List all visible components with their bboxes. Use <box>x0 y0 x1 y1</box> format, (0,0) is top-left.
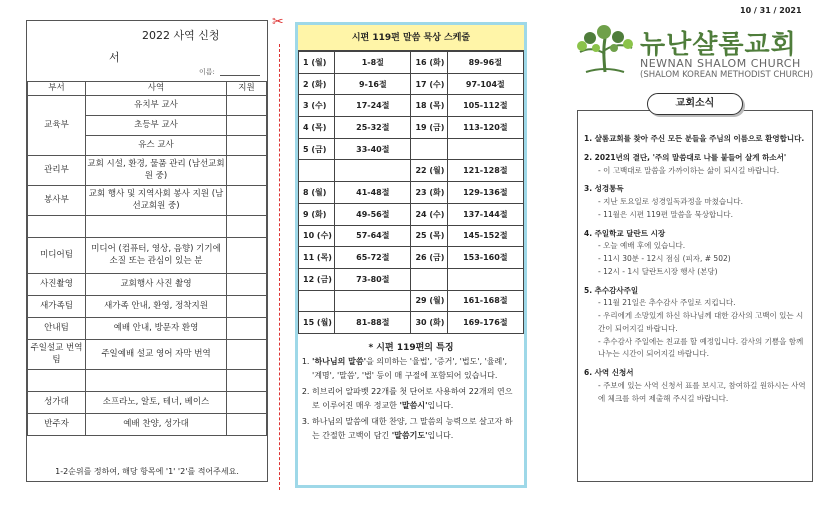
church-name-english-sub: (SHALOM KOREAN METHODIST CHURCH) <box>640 70 814 80</box>
table-row <box>28 185 267 215</box>
schedule-date: 9 (화) <box>299 203 335 225</box>
apply-checkbox-cell[interactable] <box>227 115 267 135</box>
schedule-row <box>299 290 524 312</box>
schedule-verses: 49-56절 <box>335 203 411 225</box>
schedule-row <box>299 182 524 204</box>
schedule-date: 11 (목) <box>299 247 335 269</box>
cut-line <box>279 44 280 490</box>
ministry-cell <box>86 369 227 391</box>
news-title: 교회소식 <box>647 93 743 115</box>
header-dept: 부서 <box>28 82 86 96</box>
schedule-verses: 161-168절 <box>447 290 523 312</box>
table-row <box>28 273 267 295</box>
table-row <box>28 413 267 435</box>
news-section <box>584 183 808 221</box>
table-row <box>28 295 267 317</box>
ministry-cell: 유치부 교사 <box>86 95 227 115</box>
feature-item: 2. 히브리어 알파벳 22개를 첫 단어로 사용하여 22개의 연으로 이루어진 매우 정교한 '말씀시'입니다. <box>312 385 518 413</box>
news-heading: 1. 샬롬교회를 찾아 주신 모든 분들을 주님의 이름으로 환영합니다. <box>584 134 805 143</box>
schedule-row <box>299 138 524 160</box>
ministry-cell: 유스 교사 <box>86 135 227 155</box>
header-apply: 지원 <box>227 82 267 96</box>
news-section <box>584 133 808 146</box>
news-item: - 우리에게 소망있게 하신 하나님께 대한 감사의 고백이 있는 시간이 되어지길 바랍니다. <box>598 311 804 333</box>
news-heading: 3. 성경통독 <box>584 184 624 194</box>
schedule-verses: 153-160절 <box>447 247 523 269</box>
ministry-table <box>27 81 267 436</box>
schedule-verses: 89-96절 <box>447 52 523 74</box>
scissors-icon: ✂ <box>272 14 284 30</box>
schedule-verses: 105-112절 <box>447 95 523 117</box>
schedule-date: 8 (월) <box>299 182 335 204</box>
schedule-row <box>299 160 524 182</box>
schedule-date <box>411 138 447 160</box>
schedule-verses <box>447 138 523 160</box>
form-title: 2022 사역 신청 <box>142 29 220 42</box>
apply-checkbox-cell[interactable] <box>227 317 267 339</box>
schedule-verses: 121-128절 <box>447 160 523 182</box>
schedule-verses: 137-144절 <box>447 203 523 225</box>
ministry-cell: 교회행사 사진 촬영 <box>86 273 227 295</box>
apply-checkbox-cell[interactable] <box>227 215 267 237</box>
schedule-date: 30 (화) <box>411 312 447 334</box>
news-section <box>584 285 808 362</box>
features-list <box>312 355 518 443</box>
news-item: - 12시 - 1시 달란트시장 행사 (본당) <box>598 266 718 276</box>
news-list <box>584 133 808 411</box>
news-item: - 오늘 예배 후에 있습니다. <box>598 241 686 251</box>
apply-checkbox-cell[interactable] <box>227 185 267 215</box>
schedule-row <box>299 225 524 247</box>
dept-cell: 봉사부 <box>28 185 86 215</box>
ministry-cell <box>86 215 227 237</box>
schedule-verses: 25-32절 <box>335 117 411 139</box>
header-ministry: 사역 <box>86 82 227 96</box>
form-note: 1-2순위를 정하여, 해당 항목에 '1' '2'를 적어주세요. <box>55 467 239 476</box>
schedule-date <box>411 268 447 290</box>
schedule-verses <box>447 268 523 290</box>
ministry-cell: 예배 안내, 방문자 환영 <box>86 317 227 339</box>
ministry-cell: 초등부 교사 <box>86 115 227 135</box>
dept-cell: 반주자 <box>28 413 86 435</box>
schedule-date: 17 (수) <box>411 73 447 95</box>
schedule-date: 2 (화) <box>299 73 335 95</box>
schedule-row <box>299 73 524 95</box>
church-logo-icon <box>574 24 636 76</box>
name-field[interactable] <box>220 75 260 76</box>
ministry-cell: 교회 시설, 환경, 물품 관리 (남선교회원 중) <box>86 155 227 185</box>
name-label: 이름: <box>199 68 215 76</box>
feature-bold: '말씀시' <box>399 400 428 410</box>
dept-cell <box>28 215 86 237</box>
ministry-cell: 교회 행사 및 지역사회 봉사 지원 (남선교회원 중) <box>86 185 227 215</box>
schedule-date: 16 (화) <box>411 52 447 74</box>
news-heading: 2. 2021년의 결단, '주의 말씀대로 나를 붙들어 살게 하소서' <box>584 152 787 162</box>
schedule-verses <box>335 290 411 312</box>
news-section <box>584 152 808 178</box>
church-name-english: NEWNAN SHALOM CHURCH <box>640 57 801 70</box>
news-heading: 6. 사역 신청서 <box>584 368 634 377</box>
schedule-date: 29 (월) <box>411 290 447 312</box>
schedule-verses <box>335 160 411 182</box>
news-item: - 지난 토요일로 성경일독과정을 마쳤습니다. <box>598 197 744 206</box>
feature-bold: '말씀기도' <box>391 430 428 440</box>
features-title: * 시편 119편의 특징 <box>368 342 454 353</box>
schedule-date: 15 (월) <box>299 312 335 334</box>
feature-item: 1. '하나님의 말씀'을 의미하는 '율법', '증거', '법도', '율례', '계명', '말씀', '법' 등이 매 구절에 포함되어 있습니다. <box>312 355 518 383</box>
apply-checkbox-cell[interactable] <box>227 413 267 435</box>
apply-checkbox-cell[interactable] <box>227 155 267 185</box>
schedule-verses: 81-88절 <box>335 312 411 334</box>
schedule-verses: 33-40절 <box>335 138 411 160</box>
feature-item: 3. 하나님의 말씀에 대한 찬양, 그 말씀의 능력으로 살고자 하는 간절한 고백이 담긴 '말씀기도'입니다. <box>312 415 518 443</box>
schedule-title: 시편 119편 말씀 묵상 스케줄 <box>298 25 524 51</box>
news-item: - 11월 21일은 추수감사 주일로 지킵니다. <box>598 298 736 308</box>
dept-cell <box>28 369 86 391</box>
table-row <box>28 391 267 413</box>
schedule-verses: 97-104절 <box>447 73 523 95</box>
schedule-date: 25 (목) <box>411 225 447 247</box>
schedule-table <box>298 51 524 334</box>
schedule-row <box>299 312 524 334</box>
dept-cell: 안내팀 <box>28 317 86 339</box>
news-heading: 5. 추수감사주일 <box>584 285 639 295</box>
news-item: - 11시 30분 - 12시 점심 (피자, # 502) <box>598 254 731 263</box>
ministry-cell: 소프라노, 알토, 테너, 베이스 <box>86 391 227 413</box>
schedule-date: 1 (월) <box>299 52 335 74</box>
form-title-cont: 서 <box>109 51 120 64</box>
schedule-verses: 73-80절 <box>335 268 411 290</box>
schedule-date <box>299 160 335 182</box>
schedule-verses: 145-152절 <box>447 225 523 247</box>
schedule-row <box>299 52 524 74</box>
ministry-cell: 새가족 안내, 환영, 정착지원 <box>86 295 227 317</box>
ministry-cell: 미디어 (컴퓨터, 영상, 음향) 기기에 소질 또는 관심이 있는 분 <box>86 237 227 273</box>
schedule-row <box>299 117 524 139</box>
table-row <box>28 215 267 237</box>
schedule-date: 19 (금) <box>411 117 447 139</box>
schedule-date: 12 (금) <box>299 268 335 290</box>
schedule-row <box>299 95 524 117</box>
apply-checkbox-cell[interactable] <box>227 95 267 115</box>
schedule-verses: 169-176절 <box>447 312 523 334</box>
schedule-date: 22 (월) <box>411 160 447 182</box>
dept-cell: 주일설교 번역팀 <box>28 339 86 369</box>
schedule-row <box>299 247 524 269</box>
apply-checkbox-cell[interactable] <box>227 135 267 155</box>
news-heading: 4. 주일학교 달란트 시장 <box>584 228 666 238</box>
bulletin-date: 10 / 31 / 2021 <box>740 6 802 15</box>
schedule-verses: 9-16절 <box>335 73 411 95</box>
apply-checkbox-cell[interactable] <box>227 295 267 317</box>
dept-cell: 관리부 <box>28 155 86 185</box>
schedule-verses: 17-24절 <box>335 95 411 117</box>
schedule-date: 5 (금) <box>299 138 335 160</box>
schedule-date <box>299 290 335 312</box>
table-row <box>28 369 267 391</box>
table-row <box>28 95 267 115</box>
schedule-date: 4 (목) <box>299 117 335 139</box>
schedule-date: 23 (화) <box>411 182 447 204</box>
dept-cell: 성가대 <box>28 391 86 413</box>
ministry-application-form <box>26 20 268 482</box>
schedule-verses: 113-120절 <box>447 117 523 139</box>
apply-checkbox-cell[interactable] <box>227 369 267 391</box>
schedule-date: 18 (목) <box>411 95 447 117</box>
apply-checkbox-cell[interactable] <box>227 237 267 273</box>
ministry-cell: 예배 찬양, 성가대 <box>86 413 227 435</box>
schedule-verses: 65-72절 <box>335 247 411 269</box>
dept-cell: 미디어팀 <box>28 237 86 273</box>
schedule-row <box>299 268 524 290</box>
schedule-date: 24 (수) <box>411 203 447 225</box>
news-item: - 추수감사 주일에는 친교를 할 예정입니다. 감사의 기쁨을 함께 나누는 시간이 되어지길 바랍니다. <box>598 336 804 359</box>
ministry-cell: 주일예배 설교 영어 자막 번역 <box>86 339 227 369</box>
dept-cell: 교육부 <box>28 95 86 155</box>
table-row <box>28 237 267 273</box>
feature-bold: '하나님의 말씀' <box>312 356 367 366</box>
table-row <box>28 317 267 339</box>
news-section <box>584 367 808 405</box>
apply-checkbox-cell[interactable] <box>227 273 267 295</box>
apply-checkbox-cell[interactable] <box>227 391 267 413</box>
church-name: 뉴난샬롬교회 <box>640 30 797 60</box>
table-row <box>28 155 267 185</box>
schedule-date: 10 (수) <box>299 225 335 247</box>
dept-cell: 새가족팀 <box>28 295 86 317</box>
schedule-row <box>299 203 524 225</box>
news-section <box>584 228 808 279</box>
schedule-date: 3 (수) <box>299 95 335 117</box>
schedule-verses: 57-64절 <box>335 225 411 247</box>
news-item: - 11월은 시편 119편 말씀을 묵상합니다. <box>598 209 734 219</box>
schedule-verses: 41-48절 <box>335 182 411 204</box>
schedule-verses: 129-136절 <box>447 182 523 204</box>
schedule-verses: 1-8절 <box>335 52 411 74</box>
dept-cell: 사진촬영 <box>28 273 86 295</box>
schedule-date: 26 (금) <box>411 247 447 269</box>
apply-checkbox-cell[interactable] <box>227 339 267 369</box>
table-row <box>28 339 267 369</box>
news-item: - 주보에 있는 사역 신청서 표를 보시고, 참여하길 원하시는 사역에 체크를 하여 제출해 주시길 바랍니다. <box>598 380 806 403</box>
psalm-schedule-panel <box>295 22 527 488</box>
news-item: - 이 고백대로 말씀을 가까이하는 삶이 되시길 바랍니다. <box>598 165 780 175</box>
